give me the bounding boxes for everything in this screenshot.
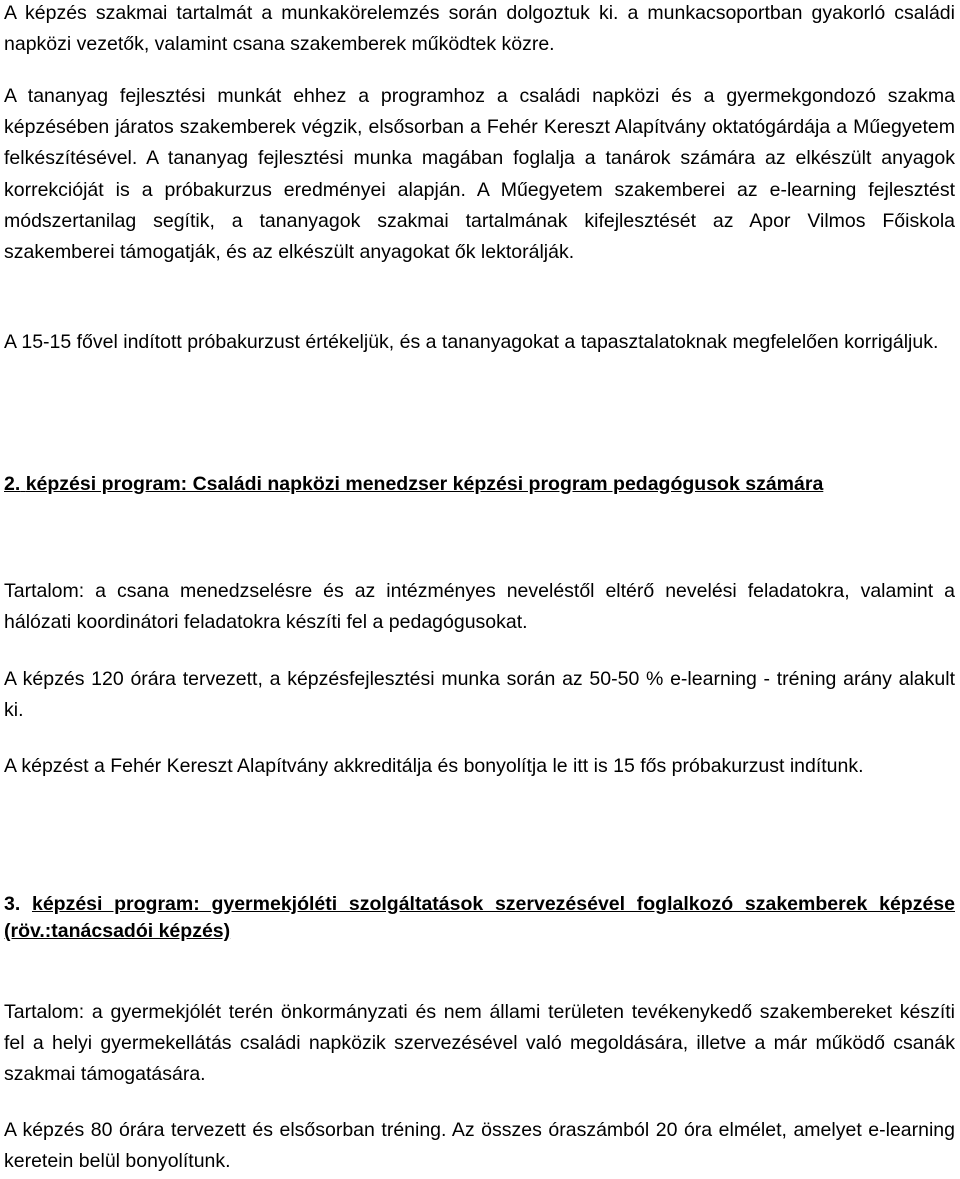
section-2-heading bbox=[4, 471, 955, 498]
section-2-hours-paragraph: A képzés 120 órára tervezett, a képzésfejlesztési munka során az 50-50 % e-learning - tréning arány alakult ki. bbox=[4, 668, 955, 722]
section-2-title: képzési program: Családi napközi menedzser képzési program pedagógusok számára bbox=[25, 473, 824, 495]
section-3-heading bbox=[4, 891, 955, 945]
intro-paragraph: A képzés szakmai tartalmát a munkakörelemzés során dolgoztuk ki. a munkacsoportban gyakorló családi napközi vezetők, valamint csana szakemberek működtek közre. bbox=[4, 2, 955, 56]
development-paragraph: A tananyag fejlesztési munkát ehhez a programhoz a családi napközi és a gyermekgondozó szakma képzésében járatos szakemberek végzik, elsősorban a Fehér Kereszt Alapítvány oktatógárdája a Műegyetem felkészítésével. A tananyag fejlesztési munka magában foglalja a tanárok számára az elkészült anyagok korrekcióját is a próbakurzus eredményei alapján. A Műegyetem szakemberei az e-learning fejlesztést módszertanilag segítik, a tananyagok szakmai tartalmának kifejlesztését az Apor Vilmos Főiskola szakemberei támogatják, és az elkészült anyagokat ők lektorálják. bbox=[4, 85, 955, 264]
section-2-number: 2. bbox=[4, 473, 21, 495]
section-3-hours-paragraph: A képzés 80 órára tervezett és elsősorban tréning. Az összes óraszámból 20 óra elmélet, amelyet e-learning keretein belül bonyolítunk. bbox=[4, 1119, 955, 1173]
section-2-content-paragraph: Tartalom: a csana menedzselésre és az intézményes neveléstől eltérő nevelési feladatokra, valamint a hálózati koordinátori feladatokra készíti fel a pedagógusokat. bbox=[4, 580, 955, 634]
section-3-title: képzési program: gyermekjóléti szolgáltatások szervezésével foglalkozó szakemberek képzése (röv.:tanácsadói képzés) bbox=[4, 893, 955, 942]
section-3-content-paragraph: Tartalom: a gyermekjólét terén önkormányzati és nem állami területen tevékenykedő szakembereket készíti fel a helyi gyermekellátás családi napközik szervezésével való megoldására, illetve a már működő csanák szakmai támogatására. bbox=[4, 1001, 955, 1086]
pilot-course-paragraph: A 15-15 fővel indított próbakurzust értékeljük, és a tananyagokat a tapasztalatoknak megfelelően korrigáljuk. bbox=[4, 331, 939, 353]
section-2-accreditation-paragraph: A képzést a Fehér Kereszt Alapítvány akkreditálja és bonyolítja le itt is 15 fős próbakurzust indítunk. bbox=[4, 755, 864, 777]
section-3-number: 3. bbox=[4, 893, 21, 915]
